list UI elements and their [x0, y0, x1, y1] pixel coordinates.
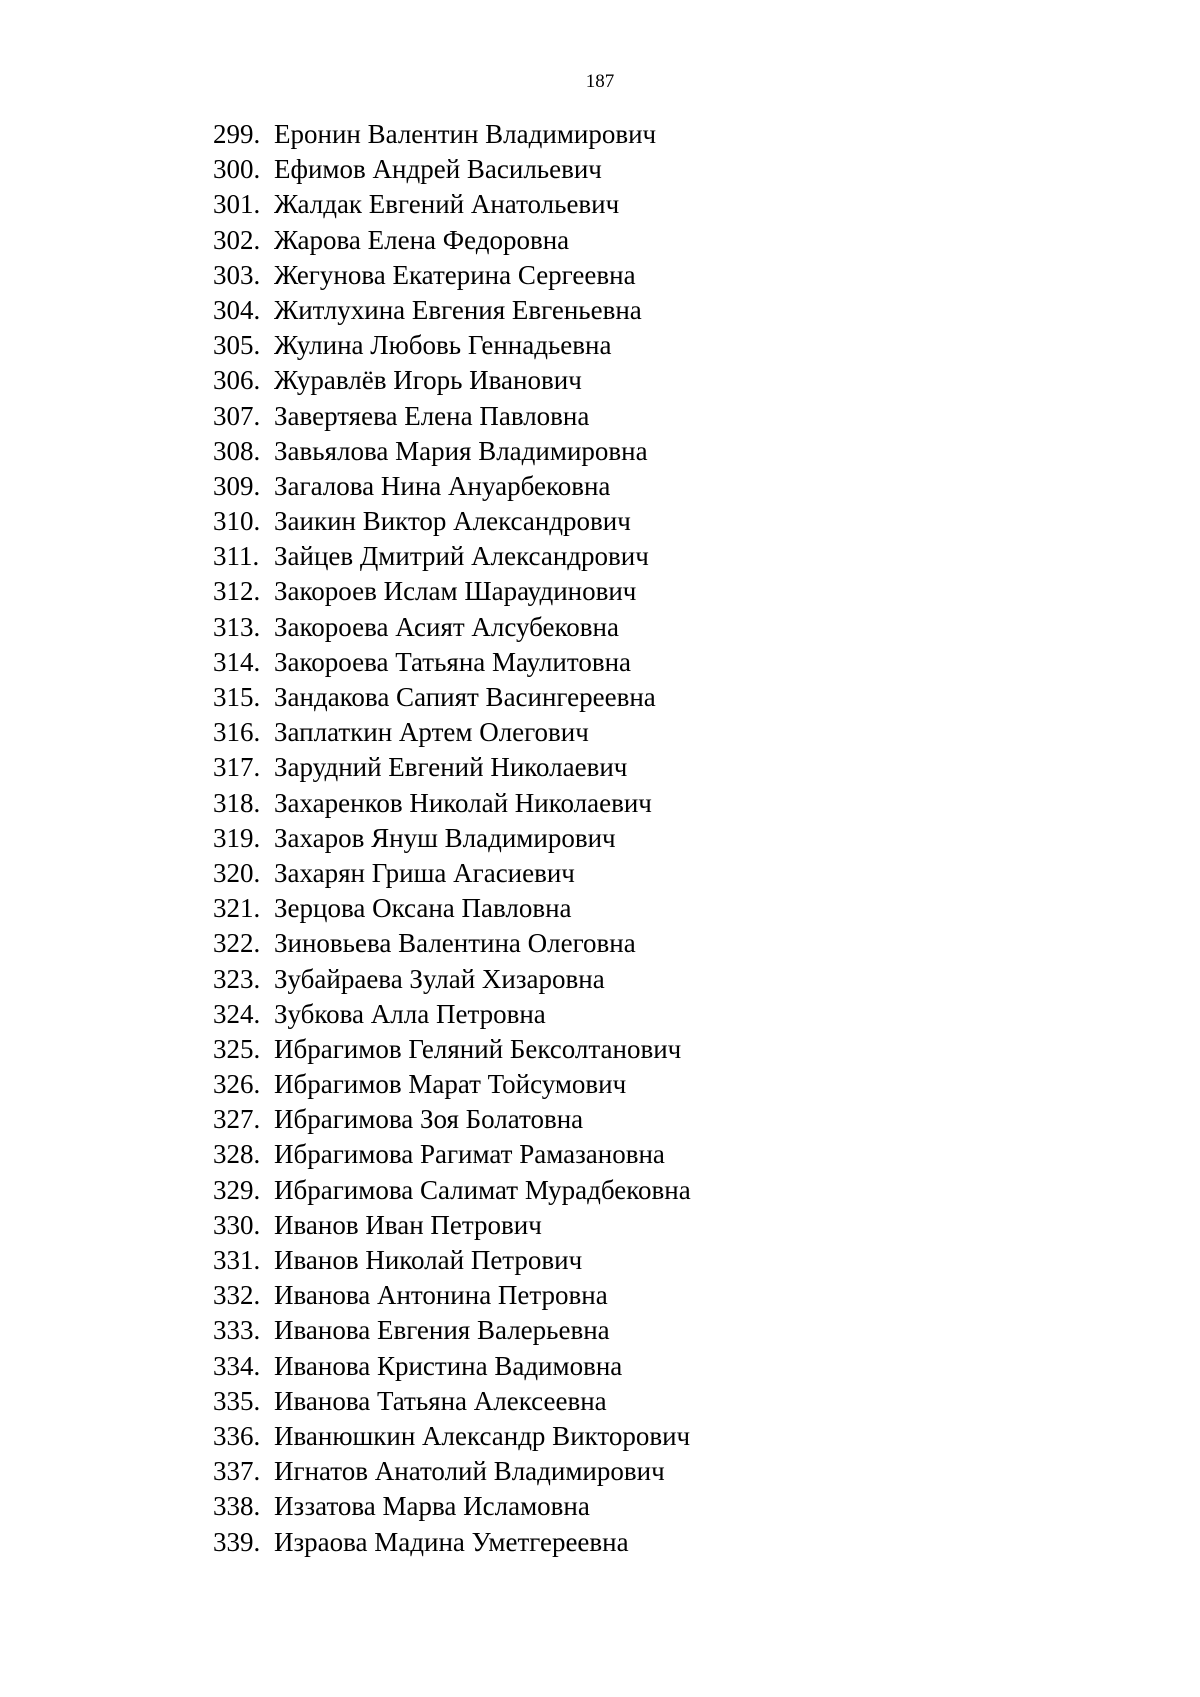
item-name: Захарян Гриша Агасиевич — [274, 857, 575, 888]
item-name: Жалдак Евгений Анатольевич — [274, 189, 620, 220]
item-number: 331. — [213, 1245, 261, 1275]
item-number: 328. — [213, 1139, 261, 1170]
item-name: Жегунова Екатерина Сергеевна — [274, 259, 636, 290]
item-name: Ибрагимов Марат Тойсумович — [274, 1069, 627, 1100]
list-item — [213, 821, 691, 856]
item-name: Ибрагимова Салимат Мурадбековна — [274, 1174, 691, 1205]
item-number: 334. — [213, 1350, 261, 1381]
item-name: Жарова Елена Федоровна — [274, 224, 570, 255]
list-item — [213, 504, 691, 539]
item-name: Зарудний Евгений Николаевич — [274, 752, 628, 783]
item-number: 301. — [213, 189, 261, 220]
list-item — [213, 258, 691, 293]
list-item — [213, 891, 691, 926]
list-item — [213, 645, 691, 680]
item-number: 337. — [213, 1456, 261, 1487]
item-name: Зандакова Сапият Васингереевна — [274, 682, 656, 712]
list-item — [213, 434, 691, 469]
list-item — [213, 1525, 691, 1560]
item-name: Иванова Евгения Валерьевна — [274, 1315, 610, 1346]
item-number: 329. — [213, 1174, 261, 1205]
item-name: Завьялова Мария Владимировна — [274, 435, 648, 466]
item-name: Зиновьева Валентина Олеговна — [274, 928, 636, 959]
list-item — [213, 786, 691, 821]
list-item — [213, 1419, 691, 1454]
page-number: 187 — [585, 71, 615, 92]
list-item — [213, 1067, 691, 1102]
item-number: 317. — [213, 752, 261, 783]
list-item — [213, 1208, 691, 1243]
list-item — [213, 997, 691, 1032]
item-number: 303. — [213, 259, 261, 290]
list-item — [213, 223, 691, 258]
item-name: Иванова Татьяна Алексеевна — [274, 1385, 607, 1416]
list-item — [213, 399, 691, 434]
item-name: Ибрагимов Геляний Бексолтанович — [274, 1033, 682, 1064]
item-name: Жулина Любовь Геннадьевна — [274, 330, 612, 361]
item-name: Еронин Валентин Владимирович — [274, 119, 657, 149]
item-name: Ибрагимова Рагимат Рамазановна — [274, 1139, 665, 1170]
item-name: Ефимов Андрей Васильевич — [274, 154, 602, 185]
item-number: 310. — [213, 506, 261, 537]
item-name: Игнатов Анатолий Владимирович — [274, 1456, 665, 1487]
item-number: 324. — [213, 998, 261, 1029]
item-name: Закороева Асият Алсубековна — [274, 611, 619, 642]
item-number: 339. — [213, 1526, 261, 1557]
item-number: 321. — [213, 893, 261, 924]
item-number: 309. — [213, 470, 261, 501]
item-number: 307. — [213, 400, 261, 431]
list-item — [213, 962, 691, 997]
item-number: 313. — [213, 611, 261, 642]
item-number: 332. — [213, 1280, 261, 1311]
list-item — [213, 1349, 691, 1384]
item-number: 308. — [213, 435, 261, 466]
item-name: Иванов Николай Петрович — [274, 1245, 583, 1275]
item-number: 338. — [213, 1491, 261, 1522]
item-number: 299. — [213, 119, 261, 149]
list-item — [213, 574, 691, 609]
item-name: Иванов Иван Петрович — [274, 1209, 542, 1240]
item-name: Зерцова Оксана Павловна — [274, 893, 572, 924]
list-item — [213, 1489, 691, 1524]
list-item — [213, 1173, 691, 1208]
item-name: Иззатова Марва Исламовна — [274, 1491, 590, 1522]
item-number: 300. — [213, 154, 261, 185]
list-item — [213, 1313, 691, 1348]
list-item — [213, 715, 691, 750]
item-number: 312. — [213, 576, 261, 607]
list-item — [213, 1384, 691, 1419]
item-name: Загалова Нина Ануарбековна — [274, 470, 611, 501]
item-number: 333. — [213, 1315, 261, 1346]
list-item — [213, 328, 691, 363]
item-name: Захаренков Николай Николаевич — [274, 787, 652, 818]
name-list — [213, 117, 691, 1560]
item-number: 335. — [213, 1385, 261, 1416]
item-number: 336. — [213, 1420, 261, 1451]
item-name: Иванова Кристина Вадимовна — [274, 1350, 623, 1381]
list-item — [213, 293, 691, 328]
item-name: Заплаткин Артем Олегович — [274, 717, 589, 748]
item-number: 305. — [213, 330, 261, 361]
list-item — [213, 1102, 691, 1137]
item-name: Житлухина Евгения Евгеньевна — [274, 294, 642, 325]
list-item — [213, 926, 691, 961]
list-item — [213, 1137, 691, 1172]
item-number: 330. — [213, 1209, 261, 1240]
item-name: Закороева Татьяна Маулитовна — [274, 646, 631, 677]
list-item — [213, 856, 691, 891]
item-name: Заикин Виктор Александрович — [274, 506, 631, 537]
item-number: 325. — [213, 1033, 261, 1064]
item-number: 311. — [213, 541, 260, 572]
list-item — [213, 680, 691, 715]
list-item — [213, 610, 691, 645]
item-number: 306. — [213, 365, 261, 396]
item-name: Зайцев Дмитрий Александрович — [274, 541, 649, 572]
list-item — [213, 152, 691, 187]
item-name: Иванюшкин Александр Викторович — [274, 1420, 691, 1451]
item-name: Израова Мадина Уметгереевна — [274, 1526, 629, 1557]
list-item — [213, 117, 691, 152]
list-item — [213, 1243, 691, 1278]
item-number: 304. — [213, 294, 261, 325]
list-item — [213, 187, 691, 222]
item-number: 315. — [213, 682, 261, 712]
item-number: 326. — [213, 1069, 261, 1100]
item-number: 316. — [213, 717, 261, 748]
item-name: Захаров Януш Владимирович — [274, 822, 616, 853]
item-name: Иванова Антонина Петровна — [274, 1280, 608, 1311]
item-number: 320. — [213, 857, 261, 888]
list-item — [213, 363, 691, 398]
item-number: 323. — [213, 963, 261, 994]
item-name: Зубкова Алла Петровна — [274, 998, 546, 1029]
list-item — [213, 1032, 691, 1067]
list-item — [213, 469, 691, 504]
item-number: 302. — [213, 224, 261, 255]
item-name: Ибрагимова Зоя Болатовна — [274, 1104, 584, 1135]
item-number: 319. — [213, 822, 261, 853]
item-name: Журавлёв Игорь Иванович — [274, 365, 582, 396]
item-number: 327. — [213, 1104, 261, 1135]
item-number: 314. — [213, 646, 261, 677]
item-name: Завертяева Елена Павловна — [274, 400, 590, 431]
list-item — [213, 750, 691, 785]
item-name: Закороев Ислам Шараудинович — [274, 576, 637, 607]
item-name: Зубайраева Зулай Хизаровна — [274, 963, 605, 994]
item-number: 322. — [213, 928, 261, 959]
list-item — [213, 1454, 691, 1489]
list-item — [213, 539, 691, 574]
list-item — [213, 1278, 691, 1313]
item-number: 318. — [213, 787, 261, 818]
